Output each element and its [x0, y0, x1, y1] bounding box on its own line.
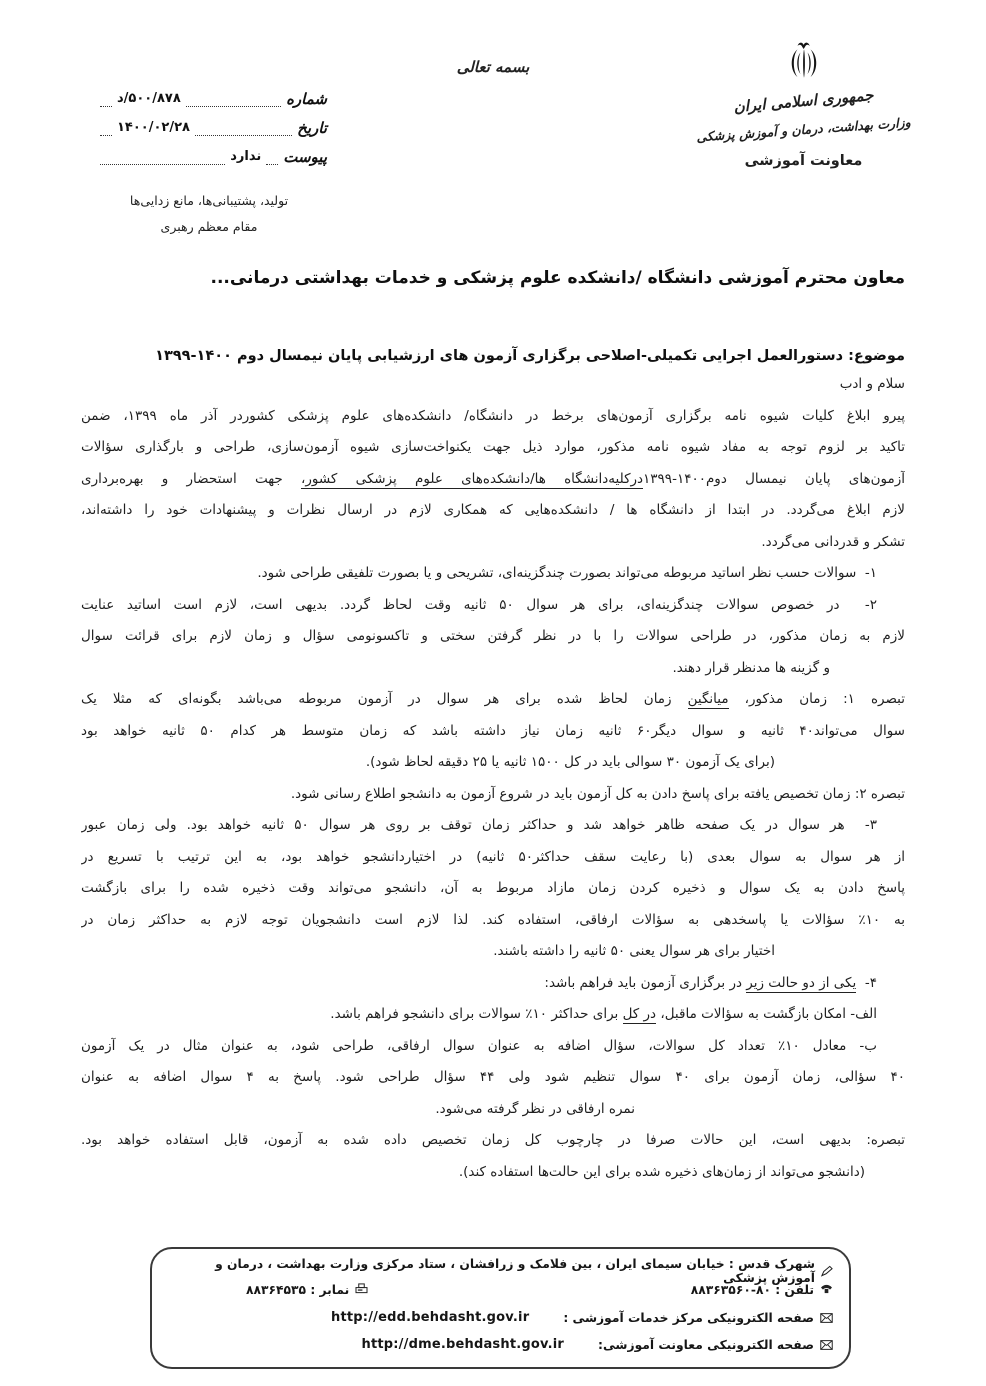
- deputy-url: http://dme.behdasht.gov.ir: [361, 1337, 565, 1352]
- body-line: [81, 464, 905, 496]
- edu-center-page-label: صفحه الکترونیکی مرکز خدمات آموزشی :: [563, 1310, 814, 1325]
- recipient-heading: معاون محترم آموزشی دانشگاه /دانشکده علوم پزشکی و خدمات بهداشتی درمانی...: [210, 268, 905, 288]
- dotted-leader: [186, 90, 281, 108]
- text-segment: تاکید بر لزوم توجه به مفاد شیوه نامه مذکور، موارد ذیل جهت یکنواخت‌سازی شیوه آزمون‌سازی، طراحی و بارگذاری سؤالات: [81, 439, 905, 455]
- attachment-value: ندارد: [230, 149, 262, 164]
- body-line: [81, 810, 905, 842]
- dotted-leader: [100, 119, 112, 137]
- text-segment: لازم به زمان مذکور، در طراحی سوالات را با در نظر گرفتن سختی و تاکسونومی سؤال و زمان لازم برای قرائت سوال: [81, 628, 905, 644]
- text-segment: (دانشجو می‌تواند از زمان‌های ذخیره شده برای این حالت‌ها استفاده کند).: [458, 1163, 865, 1180]
- body-line: [81, 716, 905, 748]
- deputy-page-row: [168, 1337, 833, 1352]
- body-line: [81, 369, 905, 401]
- deputy-page-label: صفحه الکترونیکی معاونت آموزشی:: [598, 1337, 814, 1352]
- text-segment: ۴۰ سؤالی، زمان آزمون برای ۴۰ سوال تنظیم شود ولی ۴۴ سؤال طراحی شود. پاسخ به ۴ سوال اضافه به عنوان: [81, 1069, 905, 1085]
- attachment-label: پیوست: [283, 147, 327, 166]
- text-segment: ۳- هر سوال در یک صفحه ظاهر خواهد شد و حداکثر زمان توقف بر روی هر سوال ۵۰ ثانیه خواهد بود. ولی زمان عبور: [81, 817, 877, 833]
- number-value: د/۵۰۰/۸۷۸: [117, 91, 181, 106]
- body-line: [81, 1062, 905, 1094]
- edu-center-page-row: [168, 1310, 833, 1325]
- email-page-icon: [820, 1340, 833, 1350]
- text-segment: پیرو ابلاغ کلیات شیوه نامه برگزاری آزمون‌های برخط در دانشگاه/ دانشکده‌های علوم پزشکی کشوردر آذر ماه ۱۳۹۹، ضمن: [81, 407, 905, 424]
- text-segment: ۴-: [856, 974, 877, 991]
- email-page-icon: [820, 1313, 833, 1323]
- phone-block: [691, 1283, 833, 1297]
- text-segment: به ۱۰٪ سؤالات یا پاسخدهی به سؤالات ارفاقی، استفاده کند. لذا لازم است دانشجویان توجه لازم به حداکثر زمان در: [81, 911, 905, 928]
- fax-text: نمابر : ۸۸۳۶۴۵۳۵: [246, 1283, 350, 1297]
- phone-fax-row: [168, 1283, 833, 1303]
- text-segment: تشکر و قدردانی می‌گردد.: [761, 533, 905, 550]
- underlined-text: درکلیه‌دانشگاه ها/دانشکده‌های علوم پزشکی کشور،: [301, 470, 644, 487]
- underlined-text: میانگین: [687, 691, 729, 707]
- ministry-title: وزارت بهداشت، درمان و آموزش پزشکی: [695, 114, 912, 145]
- year-slogan-block: [90, 188, 328, 240]
- ministry-header-block: [691, 38, 916, 169]
- subject-line: موضوع: دستورالعمل اجرایی تکمیلی-اصلاحی برگزاری آزمون های ارزشیابی پایان نیمسال دوم ۱۴۰۰-۱۳۹۹: [155, 348, 905, 364]
- text-segment: زمان لحاظ شده برای هر سوال در آزمون مربوطه می‌باشد بگونه‌ای که مثلا یک: [81, 691, 688, 707]
- fax-icon: [355, 1283, 368, 1297]
- letter-date-row: [95, 113, 327, 142]
- phone-icon: [820, 1283, 833, 1297]
- date-value: ۱۴۰۰/۰۲/۲۸: [117, 120, 190, 135]
- text-segment: از هر سوال به سوال بعدی (با رعایت سقف حداکثر۵۰ ثانیه) در اختیاردانشجو خواهد بود، به این ترتیب با تسریع در: [81, 848, 905, 865]
- body-line: [81, 401, 905, 433]
- slogan-line1: تولید، پشتیبانی‌ها، مانع زدایی‌ها: [129, 193, 289, 208]
- text-segment: و گزینه ها مدنظر قرار دهند.: [672, 659, 830, 676]
- body-line: [81, 1125, 905, 1157]
- body-line: [81, 653, 830, 685]
- body-line: [81, 527, 905, 559]
- text-segment: پاسخ دادن به یک سوال و ذخیره کردن زمان مازاد مربوط به آن، دانشجو می‌تواند وقت ذخیره شده را برای بازگشت: [81, 880, 905, 896]
- text-segment: ۲- در خصوص سوالات چندگزینه‌ای، برای هر سوال ۵۰ ثانیه وقت لحاظ گردد. بدیهی است، لازم است اساتید عنایت: [81, 596, 877, 613]
- text-segment: ۱- سوالات حسب نظر اساتید مربوطه می‌تواند بصورت چندگزینه‌ای، تشریحی و یا بصورت تلفیقی طراحی شود.: [257, 565, 877, 581]
- body-line: [81, 1031, 905, 1063]
- body-line: [81, 590, 905, 622]
- text-segment: تبصره: بدیهی است، این حالات صرفا در چارچوب کل زمان تخصیص داده شده به آزمون، قابل استفاده خواهد بود.: [81, 1132, 905, 1148]
- text-segment: در برگزاری آزمون باید فراهم باشد:: [544, 974, 747, 991]
- dotted-leader: [195, 119, 292, 137]
- text-segment: جهت استحضار و بهره‌برداری: [81, 470, 302, 487]
- text-segment: تبصره ۲: زمان تخصیص یافته برای پاسخ دادن به کل آزمون باید در شروع آزمون به دانشجو اطلاع رسانی شود.: [290, 785, 905, 802]
- body-line: [81, 432, 905, 464]
- body-line: [81, 558, 877, 590]
- body-line: [81, 873, 905, 905]
- text-segment: برای حداکثر ۱۰٪ سوالات برای دانشجو فراهم باشد.: [330, 1006, 623, 1022]
- body-line: [81, 1094, 635, 1126]
- body-line: [81, 842, 905, 874]
- body-line: [81, 779, 905, 811]
- body-line: [81, 495, 905, 527]
- date-label: تاریخ: [297, 118, 327, 137]
- address-icon: [821, 1265, 833, 1277]
- text-segment: ب- معادل ۱۰٪ تعداد کل سوالات، سؤال اضافه به عنوان سوال ارفاقی، طراحی شود، به عنوان مثال در یک آزمون: [81, 1037, 878, 1054]
- fax-block: [246, 1283, 368, 1297]
- body-line: [81, 684, 905, 716]
- number-label: شماره: [286, 89, 327, 108]
- text-segment: آزمون‌های پایان نیمسال دوم۱۴۰۰-۱۳۹۹: [643, 470, 905, 487]
- body-line: [81, 905, 905, 937]
- letter-attachment-row: [95, 142, 327, 171]
- phone-text: تلفن : ۸۰-۸۸۳۶۳۵۶۰: [690, 1283, 814, 1297]
- bismillah-text: بسمه تعالی: [456, 58, 530, 76]
- letter-body: [81, 369, 905, 1188]
- letter-meta-block: [95, 84, 327, 171]
- address-text: شهرک قدس : خیابان سیمای ایران ، بین فلامک و زرافشان ، ستاد مرکزی وزارت بهداشت ، درمان و آموزش پزشکی: [215, 1257, 815, 1285]
- letter-number-row: [95, 84, 327, 113]
- text-segment: سوال می‌تواند۴۰ ثانیه و سوال دیگر۶۰ ثانیه زمان نیاز داشته باشد که زمان متوسط هر کدام ۵۰ ثانیه خواهد بود: [81, 722, 905, 739]
- text-segment: سلام و ادب: [839, 376, 905, 392]
- dotted-leader: [100, 90, 112, 108]
- text-segment: اختیار برای هر سوال یعنی ۵۰ ثانیه را داشته باشند.: [493, 943, 775, 959]
- underlined-text: در کل: [622, 1006, 657, 1022]
- text-segment: لازم ابلاغ می‌گردد. در ابتدا از دانشگاه ها / دانشکده‌هایی که همکاری لازم در ارسال نظرات و پیشنهادات خود را داشته‌اند،: [81, 502, 905, 518]
- slogan-line2: مقام معظم رهبری: [160, 219, 258, 234]
- text-segment: الف- امکان بازگشت به سؤالات ماقبل،: [656, 1006, 877, 1022]
- text-segment: (برای یک آزمون ۳۰ سوالی باید در کل ۱۵۰۰ ثانیه یا ۲۵ دقیقه لحاظ شود).: [365, 754, 775, 770]
- republic-title: جمهوری اسلامی ایران: [732, 85, 875, 117]
- text-segment: تبصره ۱: زمان مذکور،: [728, 691, 905, 707]
- body-line: [81, 936, 775, 968]
- body-line: [81, 968, 877, 1000]
- body-line: [81, 1157, 865, 1189]
- dotted-leader: [266, 148, 278, 166]
- body-line: [81, 999, 877, 1031]
- footer-contact-box: [150, 1247, 851, 1369]
- address-row: [168, 1257, 833, 1285]
- dotted-leader: [100, 148, 225, 166]
- deputy-title: معاونت آموزشی: [744, 153, 863, 169]
- body-line: [81, 621, 905, 653]
- text-segment: نمره ارفاقی در نظر گرفته می‌شود.: [435, 1100, 635, 1117]
- iran-emblem-icon: [781, 38, 827, 90]
- underlined-text: یکی از دو حالت زیر: [746, 974, 857, 991]
- body-line: [81, 747, 775, 779]
- edu-center-url: http://edd.behdasht.gov.ir: [331, 1310, 530, 1325]
